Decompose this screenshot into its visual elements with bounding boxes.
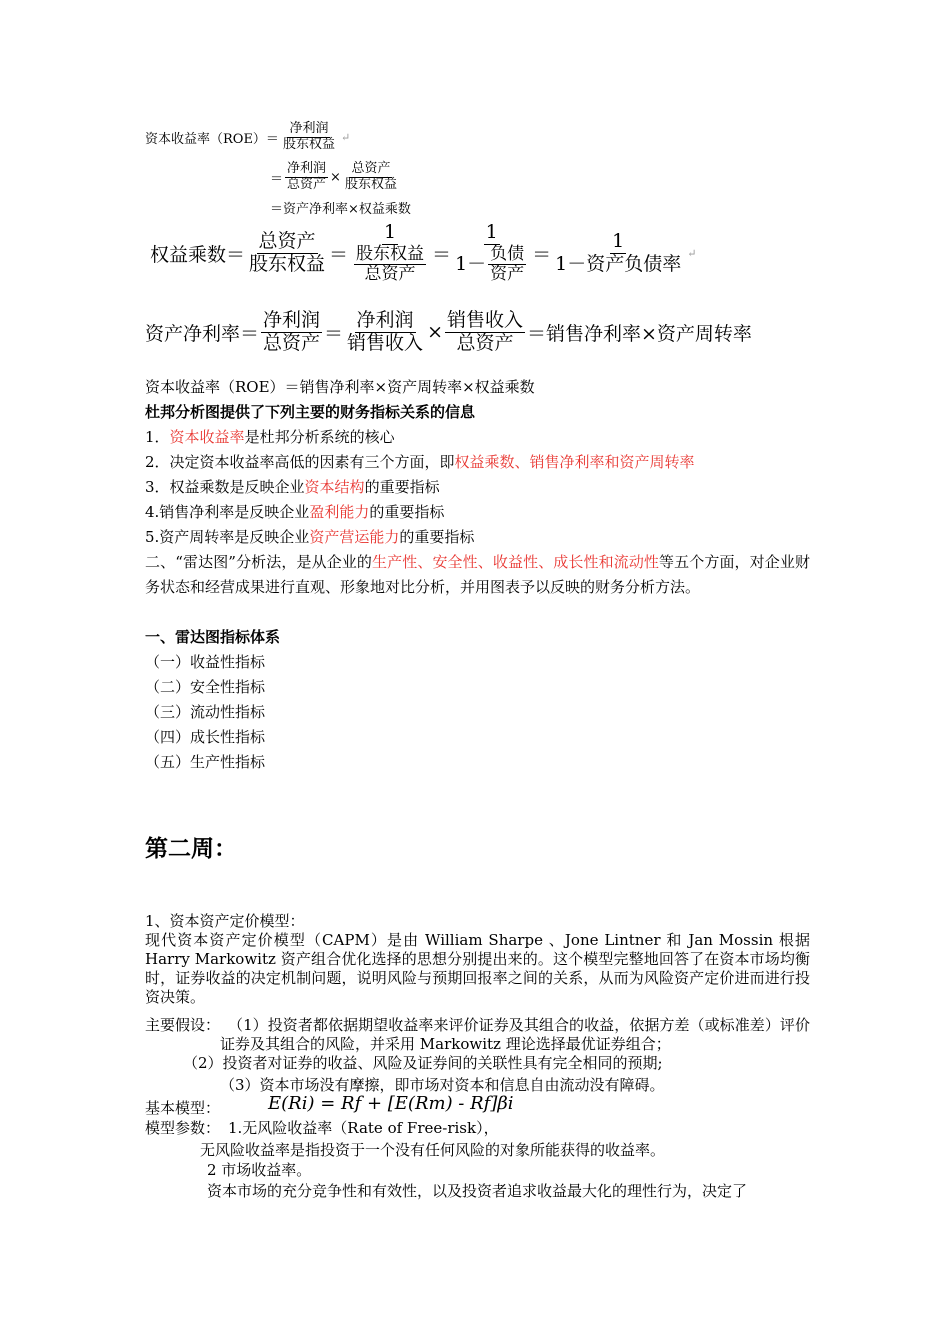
dupont-item-2: 2．决定资本收益率高低的因素有三个方面，即权益乘数、销售净利率和资产周转率 (145, 453, 695, 471)
fraction-denominator (453, 245, 530, 285)
equity-multiplier-formula (150, 222, 696, 285)
fraction-denominator: 总资产 (456, 331, 514, 354)
roe-formula-line1 (145, 122, 350, 153)
fraction-denominator: 股东权益 (344, 176, 397, 192)
param-2-desc: 资本市场的充分竞争性和有效性，以及投资者追求收益最大化的理性行为，决定了 (207, 1182, 748, 1200)
fraction-numerator: 净利润 (287, 161, 327, 176)
fraction-denominator: 股东权益 (249, 252, 326, 275)
times-sign: × (427, 321, 443, 344)
nested-fraction (354, 245, 426, 285)
fraction-denominator: 1－资产负债率 (555, 252, 682, 275)
fraction-numerator: 1 (485, 221, 498, 243)
equals-sign: ＝ (432, 243, 452, 266)
roe-formula-line3: ＝资产净利率×权益乘数 (270, 202, 411, 217)
roe-label: 资本收益率（ROE）＝ (145, 131, 279, 147)
fraction-denominator (350, 245, 430, 285)
radar-paragraph: 二、“雷达图”分析法，是从企业的生产性、安全性、收益性、成长性和流动性等五个方面，对企业财务状态和经营成果进行直观、形象地对比分析，并用图表予以反映的财务分析方法。 (145, 553, 810, 596)
assumption-3: （3）资本市场没有摩擦，即市场对资本和信息自由流动没有障碍。 (220, 1076, 665, 1094)
fraction-numerator: 总资产 (351, 161, 391, 176)
em-fraction (343, 162, 399, 193)
roe-fraction (281, 122, 337, 153)
capm-formula: E(Ri) = Rf + [E(Rm) - Rf]βi (268, 1093, 514, 1114)
fraction (261, 310, 322, 355)
dupont-heading: 杜邦分析图提供了下列主要的财务指标关系的信息 (145, 403, 476, 421)
nested-fraction (488, 245, 526, 285)
fraction-numerator: 净利润 (356, 309, 414, 331)
fraction (345, 310, 425, 355)
one-minus: 1－ (455, 252, 487, 275)
fraction-denominator: 股东权益 (282, 136, 335, 152)
capm-paragraph: 现代资本资产定价模型（CAPM）是由 William Sharpe 、Jone Lintner 和 Jan Mossin 根据 Harry Markowitz 资产组合优化选择的思想分别提出来的。这个模型完整地回答了在资本市场均衡时，证券收益的决定机制问题，说明风险与预期回报率之间的关系，从而为风险资产定价进而进行投资决策。 (145, 931, 810, 1006)
radar-item: （一）收益性指标 (145, 653, 266, 671)
assumption-1: （1）投资者都依据期望收益率来评价证券及其组合的收益，依据方差（或标准差）评价证券及其组合的风险，并采用 Markowitz 理论选择最优证券组合； (220, 1016, 810, 1053)
param-1-desc: 无风险收益率是指投资于一个没有任何风险的对象所能获得的收益率。 (200, 1141, 666, 1159)
fraction (247, 231, 327, 276)
equals-sign: ＝ (532, 243, 552, 266)
assumption-2: （2）投资者对证券的收益、风险及证券间的关联性具有完全相同的预期; (183, 1054, 663, 1072)
roa-label: 资产净利率＝ (145, 322, 260, 345)
return-mark-icon: ↵ (340, 130, 351, 144)
fraction (553, 231, 683, 276)
equals-sign: ＝ (329, 243, 349, 266)
fraction-numerator: 总资产 (258, 230, 316, 253)
roa-fraction (285, 162, 328, 193)
fraction-denominator: 总资产 (364, 264, 416, 285)
fraction-numerator: 净利润 (263, 309, 321, 331)
dupont-item-5: 5.资产周转率是反映企业资产营运能力的重要指标 (145, 528, 475, 546)
fraction-numerator: 净利润 (289, 121, 329, 136)
times-sign: × (330, 169, 341, 185)
fraction-denominator: 总资产 (263, 331, 321, 354)
radar-item: （二）安全性指标 (145, 678, 266, 696)
fraction (350, 222, 430, 285)
fraction-numerator: 1 (384, 221, 397, 243)
model-label: 基本模型： (145, 1099, 221, 1117)
param-2: 2 市场收益率。 (207, 1161, 312, 1179)
roa-formula (145, 310, 752, 355)
fraction-denominator: 资产 (490, 264, 525, 285)
formula-tail: ＝销售净利率×资产周转率 (527, 322, 752, 345)
dupont-item-4: 4.销售净利率是反映企业盈利能力的重要指标 (145, 503, 445, 521)
equals-sign: ＝ (324, 322, 344, 345)
fraction-numerator: 负债 (490, 243, 525, 264)
radar-item: （三）流动性指标 (145, 703, 266, 721)
roe-formula-line2 (270, 162, 401, 193)
radar-item: （五）生产性指标 (145, 753, 266, 771)
capm-heading: 1、资本资产定价模型： (145, 912, 305, 930)
fraction (445, 310, 525, 355)
params-label: 模型参数： (145, 1119, 221, 1137)
fraction-numerator: 销售收入 (446, 309, 523, 331)
radar-heading: 一、雷达图指标体系 (145, 628, 281, 646)
week2-title: 第二周： (145, 836, 237, 862)
fraction-denominator: 销售收入 (347, 331, 424, 354)
dupont-item-1: 1．资本收益率是杜邦分析系统的核心 (145, 428, 395, 446)
return-mark-icon: ↵ (687, 246, 697, 260)
radar-item: （四）成长性指标 (145, 728, 266, 746)
em-label: 权益乘数＝ (150, 243, 246, 266)
dupont-summary: 资本收益率（ROE）＝销售净利率×资产周转率×权益乘数 (145, 378, 535, 396)
fraction-denominator: 总资产 (287, 176, 327, 192)
assumptions-label: 主要假设： (145, 1016, 221, 1034)
equals-sign: ＝ (270, 171, 284, 187)
param-1: 1.无风险收益率（Rate of Free-risk）， (228, 1119, 499, 1137)
fraction (453, 222, 530, 285)
dupont-item-3: 3．权益乘数是反映企业资本结构的重要指标 (145, 478, 440, 496)
fraction-numerator: 1 (612, 230, 625, 253)
fraction-numerator: 股东权益 (356, 243, 425, 264)
